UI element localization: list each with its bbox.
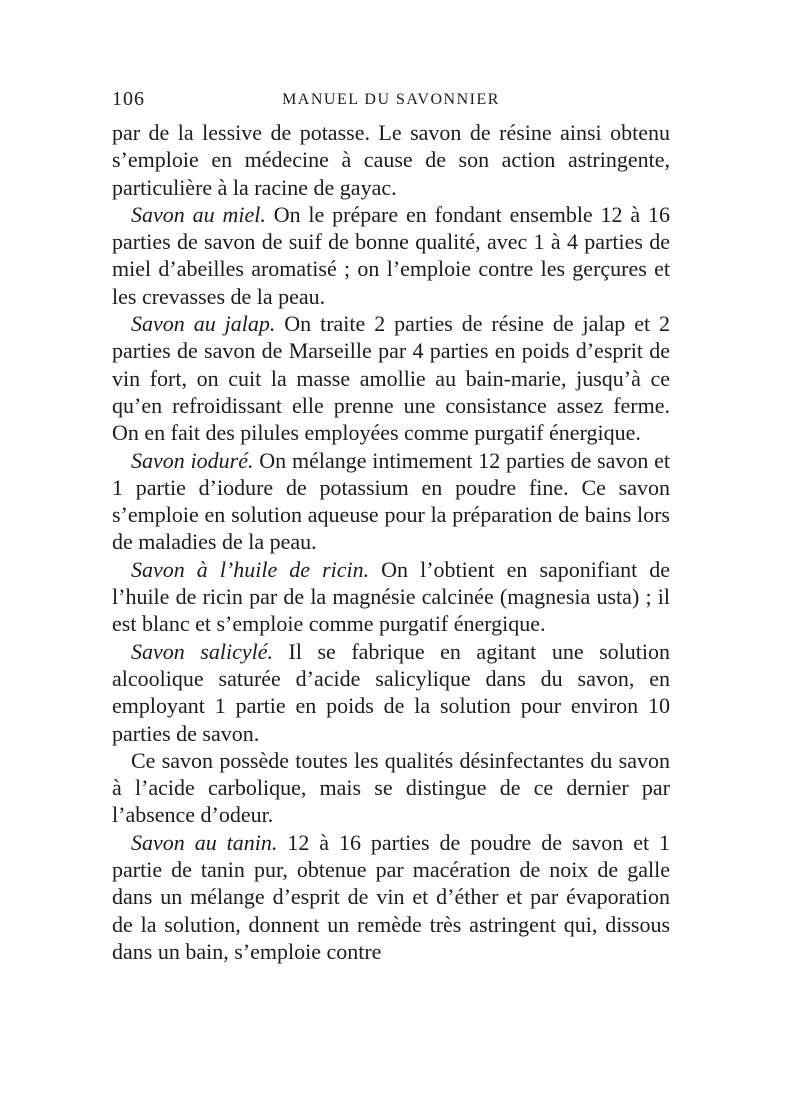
paragraph-text: Ce savon possède toutes les qualités désinfectantes du savon à l’acide carbolique, mais se distingue de ce dernier par l’absence d’odeur. [112, 747, 670, 828]
paragraph [112, 201, 670, 310]
paragraph-text: On le prépare en fondant ensemble 12 à 16 parties de savon de suif de bonne qualité, avec 1 à 4 parties de miel d’abeilles aromatisé ; on l’emploie contre les gerçures et les crevasses de la peau. [112, 201, 670, 309]
paragraph-text: On l’obtient en saponifiant de l’huile de ricin par de la magnésie calcinée (magnesia usta) ; il est blanc et s’emploie comme purgatif énergique. [112, 556, 671, 637]
paragraph-text: 12 à 16 parties de poudre de savon et 1 partie de tanin pur, obtenue par macération de noix de galle dans un mélange d’esprit de vin et d’éther et par évaporation de la solution, donnent un remède très astringent qui, dissous dans un bain, s’emploie contre [112, 829, 671, 964]
paragraph-text: On traite 2 parties de résine de jalap et 2 parties de savon de Marseille par 4 parties en poids d’esprit de vin fort, on cuit la masse amollie au bain-marie, jusqu’à ce qu’en refroidissant elle prenne une consistance assez ferme. On en fait des pilules employées comme purgatif énergique. [112, 311, 671, 446]
paragraph-term: Savon au tanin. [131, 829, 278, 855]
page-header [112, 88, 670, 116]
paragraph [112, 638, 670, 747]
paragraph-term: Savon salicylé. [131, 638, 273, 664]
page-number: 106 [112, 88, 145, 110]
paragraph [112, 447, 670, 556]
running-title: MANUEL DU SAVONNIER [282, 91, 500, 108]
paragraph-term: Savon au jalap. [131, 311, 276, 337]
body-text [112, 119, 670, 965]
paragraph-text: par de la lessive de potasse. Le savon de résine ainsi obtenu s’emploie en médecine à cause de son action astringente, particulière à la racine de gayac. [112, 120, 670, 200]
paragraph [112, 556, 670, 638]
paragraph [112, 310, 670, 446]
paragraph-term: Savon à l’huile de ricin. [131, 556, 370, 582]
paragraph-term: Savon au miel. [131, 201, 266, 227]
paragraph-text: On mélange intimement 12 parties de savon et 1 partie d’iodure de potassium en poudre fine. Ce savon s’emploie en solution aqueuse pour la préparation de bains lors de maladies de la peau. [112, 447, 671, 555]
paragraph [112, 747, 670, 829]
paragraph-text: Il se fabrique en agitant une solution alcoolique saturée d’acide salicylique dans du savon, en employant 1 partie en poids de la solution pour environ 10 parties de savon. [112, 638, 670, 746]
paragraph [112, 119, 670, 201]
paragraph-term: Savon ioduré. [131, 447, 254, 473]
paragraph [112, 829, 670, 965]
